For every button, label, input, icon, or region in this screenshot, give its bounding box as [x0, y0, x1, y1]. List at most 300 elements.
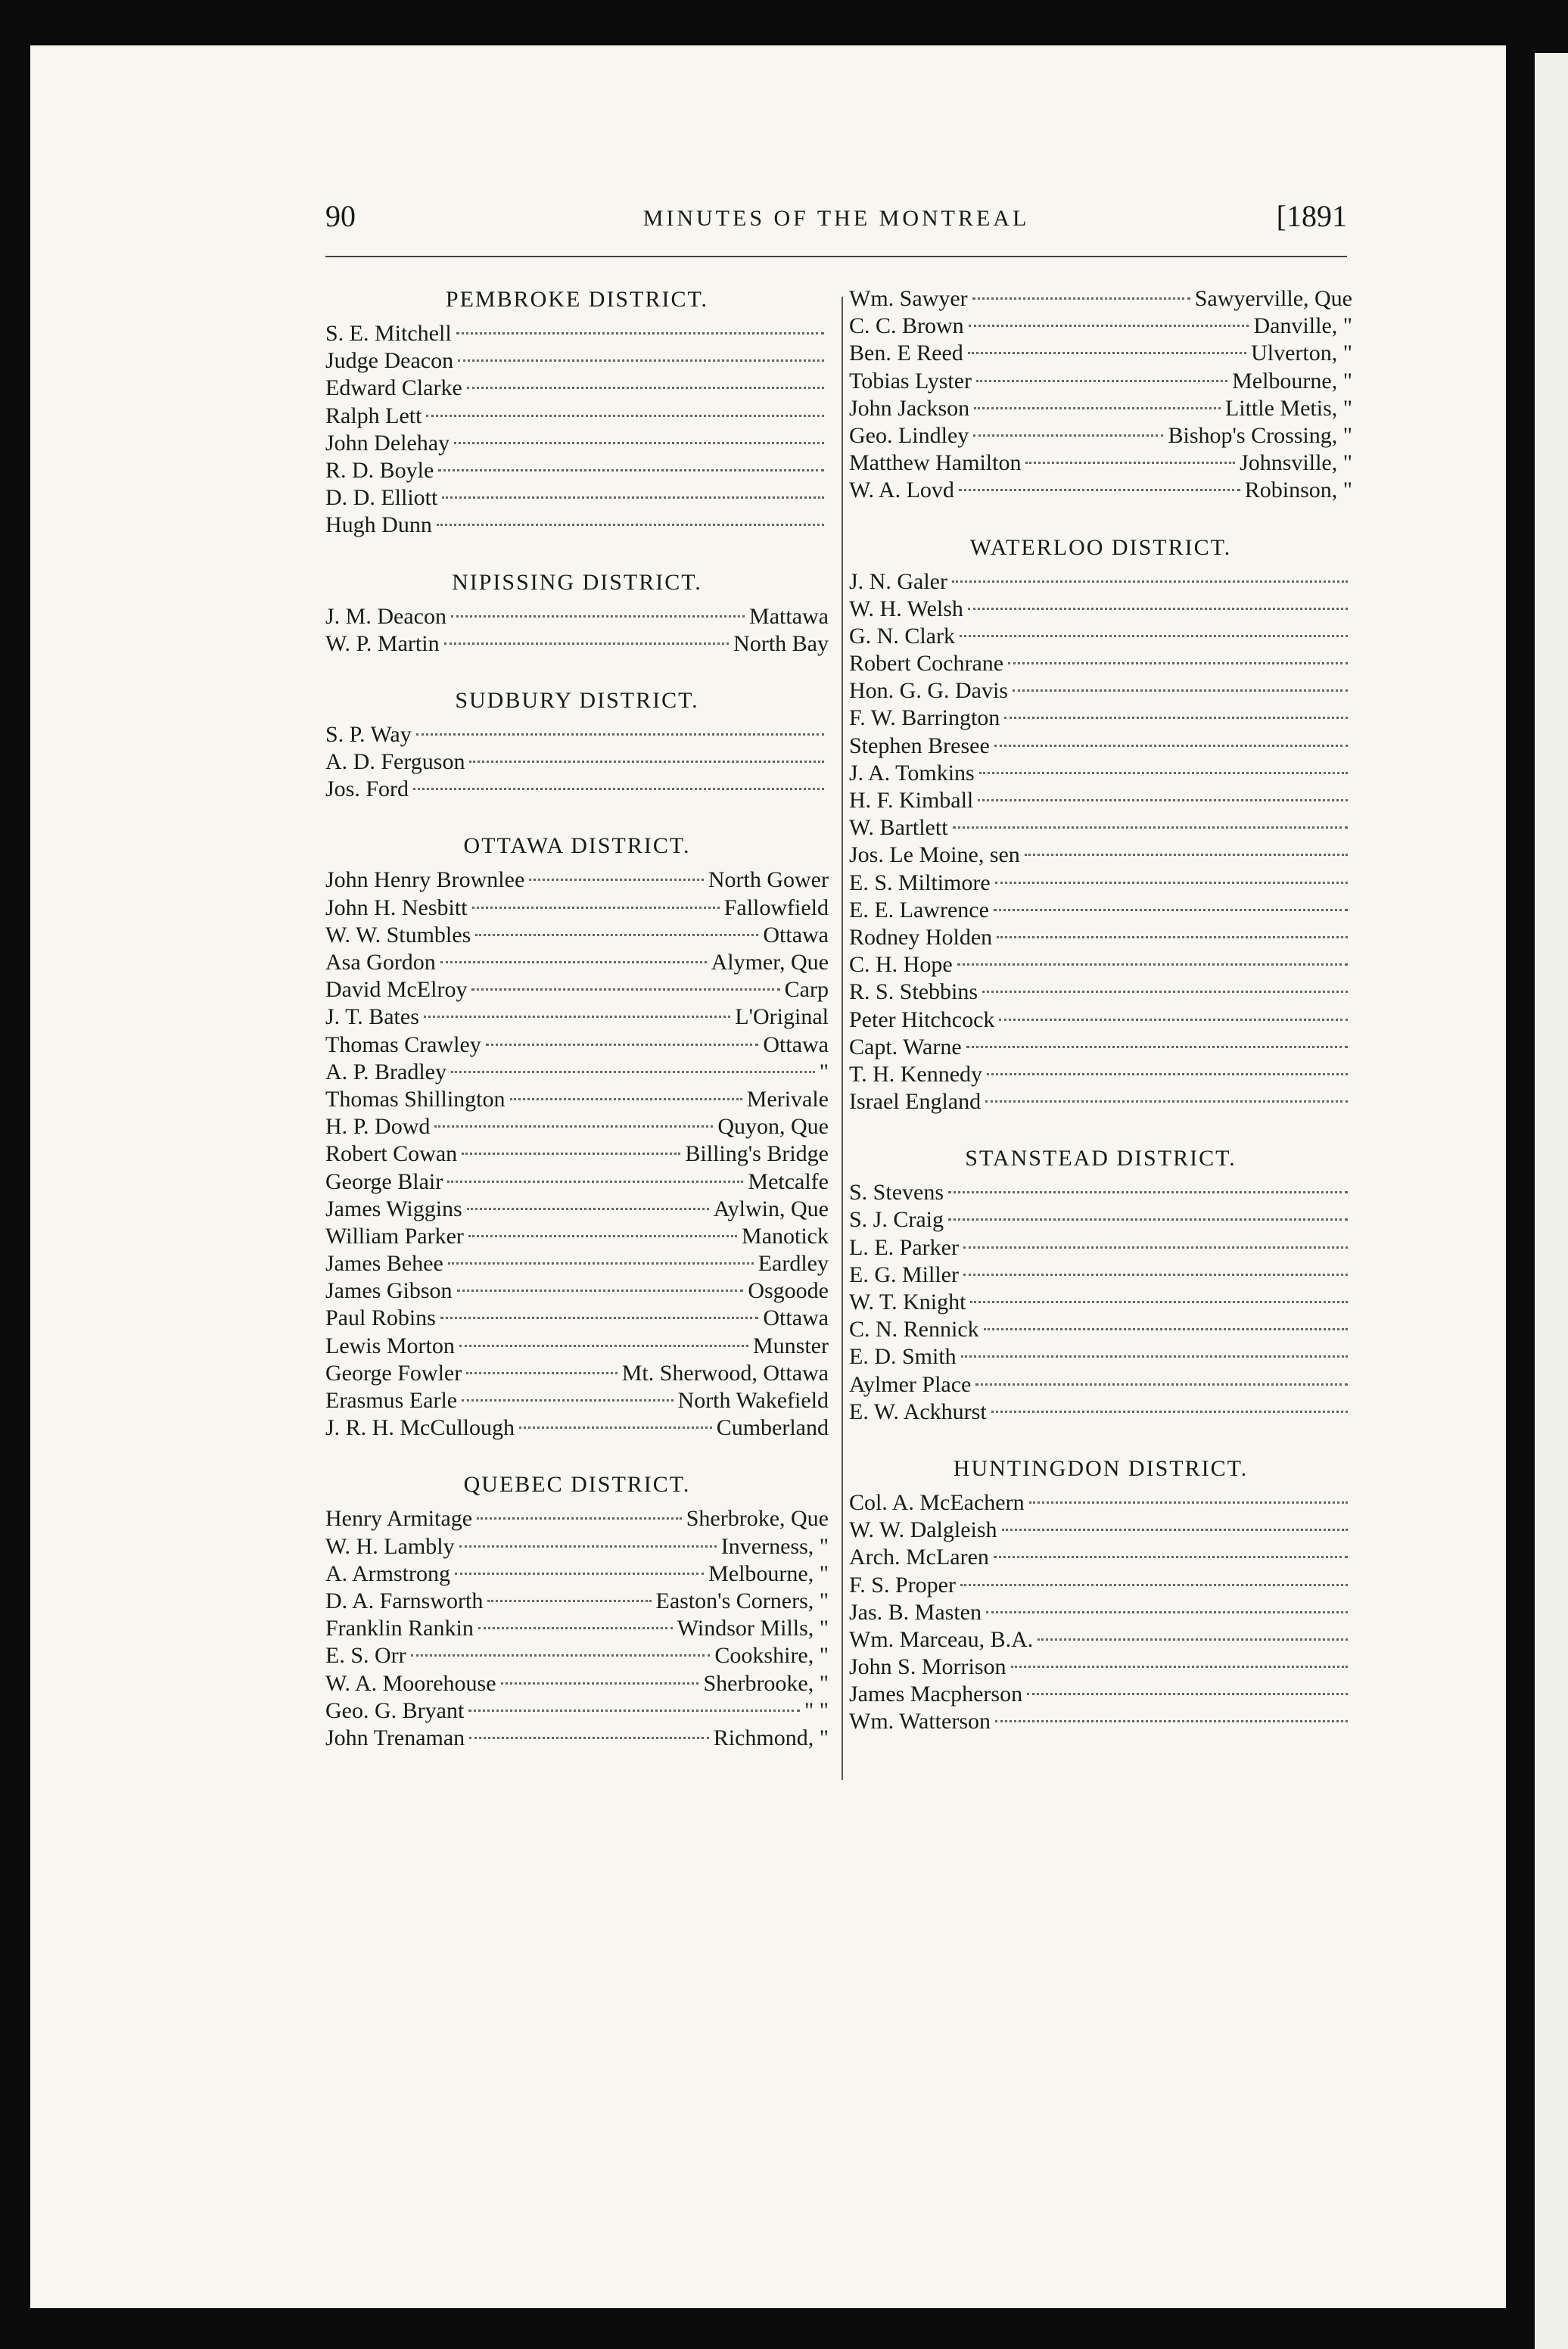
dot-leader: [1008, 662, 1348, 664]
district-section-nipissing-district: [325, 569, 829, 687]
list-item: [325, 867, 829, 894]
entry-place: Ottawa: [763, 1031, 829, 1057]
list-item: [325, 512, 829, 540]
entry-name: D. D. Elliott: [325, 485, 438, 511]
district-section-quebec-district: [325, 1471, 829, 1753]
entry-place: ": [819, 1059, 829, 1084]
entry-place: Eardley: [758, 1251, 829, 1277]
running-title: MINUTES OF THE MONTREAL: [642, 206, 1030, 231]
entry-name: S. J. Craig: [849, 1207, 944, 1233]
entry-place: Osgoode: [748, 1278, 829, 1304]
entry-name: J. M. Deacon: [325, 603, 446, 629]
list-item: [849, 733, 1352, 761]
list-item: [849, 1089, 1352, 1116]
entry-name: David McElroy: [325, 977, 468, 1003]
list-item: [849, 1654, 1352, 1682]
entry-place: Windsor Mills, ": [677, 1616, 829, 1641]
list-item: [325, 1278, 829, 1305]
entry-place: Fallowfield: [723, 894, 829, 920]
dot-leader: [1025, 462, 1235, 464]
entry-name: Jos. Le Moine, sen: [849, 842, 1020, 868]
entry-name: W. P. Martin: [325, 630, 440, 656]
list-item: [849, 423, 1352, 450]
dot-leader: [960, 635, 1348, 637]
list-item: [325, 431, 829, 458]
list-item: [849, 341, 1352, 368]
entry-place: Danville, ": [1253, 313, 1352, 339]
list-item: [325, 950, 829, 977]
entry-name: Wm. Watterson: [849, 1709, 991, 1735]
dot-leader: [961, 1355, 1348, 1358]
dot-leader: [455, 1573, 704, 1575]
district-heading: NIPISSING DISTRICT.: [452, 569, 702, 595]
list-item: [849, 1235, 1352, 1262]
list-item: [325, 1004, 829, 1031]
dot-leader: [972, 297, 1190, 300]
entry-name: Stephen Bresee: [849, 733, 990, 758]
dot-leader: [448, 1262, 754, 1265]
dot-leader: [986, 1611, 1348, 1613]
entry-place: Quyon, Que: [717, 1114, 829, 1140]
dot-leader: [442, 496, 824, 499]
list-item: [325, 1616, 829, 1643]
entry-place: Sawyerville, Que: [1194, 286, 1352, 311]
entry-name: S. E. Mitchell: [325, 321, 452, 346]
entry-name: W. A. Moorehouse: [325, 1670, 496, 1696]
list-item: [325, 1415, 829, 1442]
left-column: [325, 286, 829, 1753]
entry-place: L'Original: [735, 1004, 829, 1030]
dot-leader: [974, 407, 1221, 409]
entry-name: Peter Hitchcock: [849, 1006, 995, 1032]
entry-name: C. C. Brown: [849, 313, 964, 339]
entry-list: [325, 321, 829, 540]
entry-name: R. D. Boyle: [325, 457, 434, 483]
entry-name: Geo. Lindley: [849, 422, 969, 448]
list-item: [325, 1196, 829, 1224]
dot-leader: [471, 988, 779, 991]
dot-leader: [968, 352, 1246, 354]
entry-place: Sherbrooke, ": [703, 1670, 829, 1696]
list-item: [325, 1588, 829, 1616]
list-item: [325, 776, 829, 804]
entry-name: T. H. Kennedy: [849, 1061, 983, 1087]
list-item: [849, 1344, 1352, 1371]
entry-list: [325, 604, 829, 658]
dot-leader: [411, 1654, 711, 1657]
district-heading: STANSTEAD DISTRICT.: [965, 1146, 1237, 1171]
entry-list: [849, 286, 1352, 506]
dot-leader: [438, 469, 824, 471]
entry-place: North Wakefield: [677, 1388, 829, 1413]
list-item: [849, 678, 1352, 705]
list-item: [325, 631, 829, 658]
dot-leader: [1027, 1693, 1348, 1695]
entry-name: F. W. Barrington: [849, 705, 1000, 731]
dot-leader: [462, 1399, 673, 1402]
entry-name: Matthew Hamilton: [849, 450, 1022, 476]
dot-leader: [959, 489, 1240, 491]
entry-name: J. A. Tomkins: [849, 760, 975, 786]
dot-leader: [416, 733, 824, 736]
entry-place: Melbourne, ": [1232, 368, 1352, 394]
entry-name: Robert Cochrane: [849, 651, 1004, 677]
entry-name: Hon. G. G. Davis: [849, 678, 1008, 704]
list-item: [849, 1034, 1352, 1062]
entry-name: J. N. Galer: [849, 568, 947, 594]
dot-leader: [999, 1019, 1348, 1021]
list-item: [325, 375, 829, 403]
entry-name: W. H. Lambly: [325, 1533, 455, 1559]
list-item: [325, 1361, 829, 1388]
dot-leader: [985, 1100, 1348, 1103]
dot-leader: [1029, 1501, 1348, 1504]
dot-leader: [468, 1710, 800, 1712]
district-heading: HUNTINGDON DISTRICT.: [953, 1455, 1249, 1481]
list-item: [849, 815, 1352, 842]
entry-name: Aylmer Place: [849, 1371, 972, 1397]
district-section-sudbury-district: [325, 687, 829, 833]
entry-name: H. P. Dowd: [325, 1114, 431, 1140]
entry-name: J. T. Bates: [325, 1004, 419, 1030]
dot-leader: [969, 325, 1249, 327]
entry-name: C. N. Rennick: [849, 1317, 979, 1343]
entry-name: J. R. H. McCullough: [325, 1415, 515, 1441]
dot-leader: [1002, 1529, 1348, 1531]
list-item: [849, 651, 1352, 678]
list-item: [325, 1059, 829, 1087]
entry-name: E. S. Miltimore: [849, 870, 991, 895]
dot-leader: [444, 642, 730, 645]
page-header: [325, 198, 1347, 244]
entry-name: James Wiggins: [325, 1196, 462, 1221]
list-item: [849, 1180, 1352, 1207]
entry-place: Munster: [753, 1333, 829, 1358]
dot-leader: [991, 1411, 1348, 1413]
list-item: [325, 403, 829, 431]
list-item: [849, 596, 1352, 624]
dot-leader: [456, 332, 824, 334]
dot-leader: [434, 1125, 713, 1128]
entry-name: W. H. Welsh: [849, 596, 963, 621]
list-item: [849, 1262, 1352, 1290]
entry-place: Robinson, ": [1244, 478, 1352, 503]
dot-leader: [994, 1556, 1348, 1558]
entry-name: W. T. Knight: [849, 1290, 966, 1315]
dot-leader: [447, 1181, 743, 1183]
entry-place: Ulverton, ": [1251, 341, 1352, 366]
entry-name: G. N. Clark: [849, 623, 955, 649]
entry-name: A. Armstrong: [325, 1560, 450, 1586]
list-item: [325, 1169, 829, 1196]
entry-list: [325, 867, 829, 1442]
dot-leader: [995, 882, 1348, 884]
entry-name: L. E. Parker: [849, 1234, 959, 1260]
district-heading: SUDBURY DISTRICT.: [455, 687, 699, 713]
dot-leader: [472, 907, 720, 909]
dot-leader: [424, 1016, 730, 1018]
list-item: [849, 1007, 1352, 1034]
entry-name: D. A. Farnsworth: [325, 1588, 484, 1613]
list-item: [325, 1671, 829, 1698]
entry-name: Ben. E Reed: [849, 341, 963, 366]
page-year: [1891: [1276, 199, 1347, 233]
entry-name: E. W. Ackhurst: [849, 1399, 987, 1424]
entry-name: James Macpherson: [849, 1682, 1023, 1707]
dot-leader: [459, 1545, 717, 1548]
list-item: [325, 458, 829, 485]
entry-name: A. D. Ferguson: [325, 749, 465, 775]
list-item: [325, 1333, 829, 1361]
list-item: [849, 870, 1352, 898]
entry-name: William Parker: [325, 1223, 464, 1249]
entry-name: Geo. G. Bryant: [325, 1697, 465, 1723]
entry-place: Merivale: [746, 1086, 829, 1112]
dot-leader: [1038, 1638, 1348, 1641]
dot-leader: [469, 1737, 709, 1739]
list-item: [849, 898, 1352, 925]
list-item: [849, 705, 1352, 733]
list-item: [325, 321, 829, 348]
entry-name: Judge Deacon: [325, 348, 454, 374]
list-item: [849, 1709, 1352, 1736]
entry-name: John Henry Brownlee: [325, 867, 525, 893]
entry-name: Wm. Sawyer: [849, 286, 968, 311]
list-item: [325, 348, 829, 375]
dot-leader: [451, 615, 745, 618]
list-item: [849, 369, 1352, 396]
list-item: [849, 1290, 1352, 1317]
list-item: [325, 1698, 829, 1725]
dot-leader: [982, 991, 1348, 993]
entry-name: Robert Cowan: [325, 1141, 458, 1167]
entry-list: [849, 569, 1352, 1117]
entry-name: Paul Robins: [325, 1305, 436, 1331]
list-item: [849, 1627, 1352, 1654]
list-item: [849, 286, 1352, 313]
entry-name: Capt. Warne: [849, 1034, 962, 1059]
entry-name: John Jackson: [849, 395, 970, 421]
list-item: [849, 1399, 1352, 1427]
entry-name: Jos. Ford: [325, 776, 409, 802]
dot-leader: [995, 1720, 1348, 1722]
entry-list: [849, 1490, 1352, 1737]
dot-leader: [529, 879, 704, 881]
list-item: [325, 1087, 829, 1114]
list-item: [325, 1643, 829, 1670]
dot-leader: [952, 580, 1348, 583]
dot-leader: [957, 963, 1348, 966]
dot-leader: [477, 1517, 682, 1520]
dot-leader: [468, 1235, 737, 1237]
entry-name: Thomas Crawley: [325, 1031, 481, 1057]
entry-name: Hugh Dunn: [325, 512, 432, 538]
dot-leader: [475, 934, 758, 936]
district-section-waterloo-district: [849, 534, 1352, 1146]
dot-leader: [994, 745, 1348, 747]
entry-list: [325, 1506, 829, 1753]
entry-place: Easton's Corners, ": [655, 1588, 829, 1613]
dot-leader: [478, 1627, 673, 1629]
list-item: [325, 604, 829, 631]
entry-name: George Blair: [325, 1168, 443, 1194]
dot-leader: [1013, 689, 1348, 692]
dot-leader: [487, 1600, 651, 1602]
entry-name: Israel England: [849, 1089, 982, 1115]
entry-name: S. P. Way: [325, 721, 412, 747]
entry-name: E. G. Miller: [849, 1262, 959, 1287]
entry-place: Little Metis, ": [1224, 395, 1352, 421]
entry-name: R. S. Stebbins: [849, 979, 978, 1005]
district-heading: OTTAWA DISTRICT.: [463, 833, 691, 859]
entry-name: H. F. Kimball: [849, 788, 974, 813]
entry-place: Sherbroke, Que: [686, 1506, 829, 1532]
entry-name: Jas. B. Masten: [849, 1599, 982, 1625]
entry-name: Asa Gordon: [325, 950, 436, 975]
list-item: [849, 1682, 1352, 1709]
list-item: [325, 1114, 829, 1141]
list-item: [325, 1561, 829, 1588]
entry-place: Cookshire, ": [714, 1643, 829, 1669]
entry-place: Mt. Sherwood, Ottawa: [621, 1360, 829, 1386]
list-item: [325, 485, 829, 512]
entry-place: Metcalfe: [748, 1168, 829, 1194]
district-section-huntingdon-district: [849, 1455, 1352, 1737]
list-item: [325, 977, 829, 1004]
list-item: [849, 1600, 1352, 1627]
dot-leader: [486, 1044, 759, 1046]
list-item: [325, 1251, 829, 1278]
dot-leader: [457, 1290, 744, 1292]
entry-name: S. Stevens: [849, 1180, 944, 1206]
dot-leader: [976, 380, 1227, 382]
entry-name: W. W. Dalgleish: [849, 1517, 997, 1543]
dot-leader: [466, 1372, 617, 1374]
list-item: [849, 1517, 1352, 1545]
entry-place: Alymer, Que: [711, 950, 829, 975]
header-rule: [325, 256, 1347, 257]
entry-name: E. S. Orr: [325, 1643, 406, 1669]
page-number: 90: [325, 199, 356, 233]
district-heading: QUEBEC DISTRICT.: [463, 1472, 691, 1498]
dot-leader: [966, 1046, 1348, 1048]
entry-name: Arch. McLaren: [849, 1545, 989, 1570]
dot-leader: [1011, 1666, 1348, 1668]
dot-leader: [979, 772, 1348, 774]
list-item: [849, 788, 1352, 815]
list-item: [325, 1305, 829, 1333]
entry-place: Cumberland: [716, 1415, 829, 1441]
entry-name: Rodney Holden: [849, 924, 993, 950]
entry-name: E. E. Lawrence: [849, 897, 989, 922]
entry-name: C. H. Hope: [849, 952, 953, 978]
dot-leader: [437, 524, 824, 526]
dot-leader: [519, 1427, 712, 1429]
list-item: [325, 1534, 829, 1561]
entry-name: W. Bartlett: [849, 815, 948, 841]
entry-name: John H. Nesbitt: [325, 894, 468, 920]
list-item: [325, 1032, 829, 1059]
entry-place: Richmond, ": [713, 1725, 829, 1750]
right-column: [849, 286, 1352, 1737]
list-item: [849, 396, 1352, 423]
dot-leader: [963, 1274, 1348, 1276]
list-item: [849, 761, 1352, 788]
dot-leader: [973, 434, 1163, 437]
list-item: [849, 1062, 1352, 1089]
dot-leader: [440, 1317, 759, 1319]
entry-place: Carp: [784, 977, 829, 1003]
dot-leader: [997, 936, 1348, 938]
district-section-stanstead-district: [849, 1145, 1352, 1455]
district-section-pembroke-district: [325, 286, 829, 569]
entry-place: Melbourne, ": [708, 1560, 829, 1586]
list-item: [849, 450, 1352, 478]
list-item: [325, 1506, 829, 1533]
entry-name: John Trenaman: [325, 1725, 465, 1750]
dot-leader: [970, 1301, 1348, 1303]
dot-leader: [454, 442, 824, 444]
list-item: [849, 1372, 1352, 1399]
entry-place: " ": [804, 1697, 829, 1723]
dot-leader: [953, 826, 1348, 829]
dot-leader: [948, 1218, 1348, 1221]
dot-leader: [960, 1584, 1348, 1586]
entry-name: John S. Morrison: [849, 1654, 1006, 1680]
entry-name: A. P. Bradley: [325, 1059, 446, 1084]
list-item: [849, 1207, 1352, 1234]
entry-list: [325, 722, 829, 804]
dot-leader: [501, 1682, 699, 1685]
list-item: [325, 1388, 829, 1415]
entry-name: E. D. Smith: [849, 1344, 957, 1370]
dot-leader: [440, 961, 707, 963]
entry-name: W. A. Lovd: [849, 478, 954, 503]
dot-leader: [467, 1208, 709, 1210]
dot-leader: [459, 1345, 748, 1347]
entry-name: F. S. Proper: [849, 1572, 956, 1598]
dot-leader: [469, 761, 824, 763]
dot-leader: [458, 359, 824, 362]
entry-place: Mattawa: [749, 603, 829, 629]
dot-leader: [462, 1153, 680, 1155]
adjacent-page-edge: [1535, 53, 1568, 2349]
dot-leader: [968, 608, 1348, 610]
entry-name: Erasmus Earle: [325, 1388, 458, 1413]
list-item: [849, 1545, 1352, 1572]
list-item: [325, 1725, 829, 1753]
entry-name: James Gibson: [325, 1278, 453, 1304]
list-item: [849, 569, 1352, 596]
list-item: [849, 1317, 1352, 1344]
dot-leader: [978, 799, 1348, 801]
entry-place: Ottawa: [763, 922, 829, 947]
entry-name: Franklin Rankin: [325, 1616, 474, 1641]
entry-name: Lewis Morton: [325, 1333, 455, 1358]
dot-leader: [1004, 717, 1348, 719]
entry-name: Wm. Marceau, B.A.: [849, 1626, 1034, 1652]
district-section-continued: [849, 286, 1352, 534]
entry-list: [849, 1180, 1352, 1427]
district-section-ottawa-district: [325, 832, 829, 1471]
list-item: [849, 842, 1352, 870]
list-item: [849, 979, 1352, 1006]
dot-leader: [987, 1073, 1348, 1075]
list-item: [849, 952, 1352, 979]
entry-place: Manotick: [742, 1223, 829, 1249]
entry-name: Col. A. McEachern: [849, 1489, 1025, 1515]
dot-leader: [426, 415, 824, 417]
